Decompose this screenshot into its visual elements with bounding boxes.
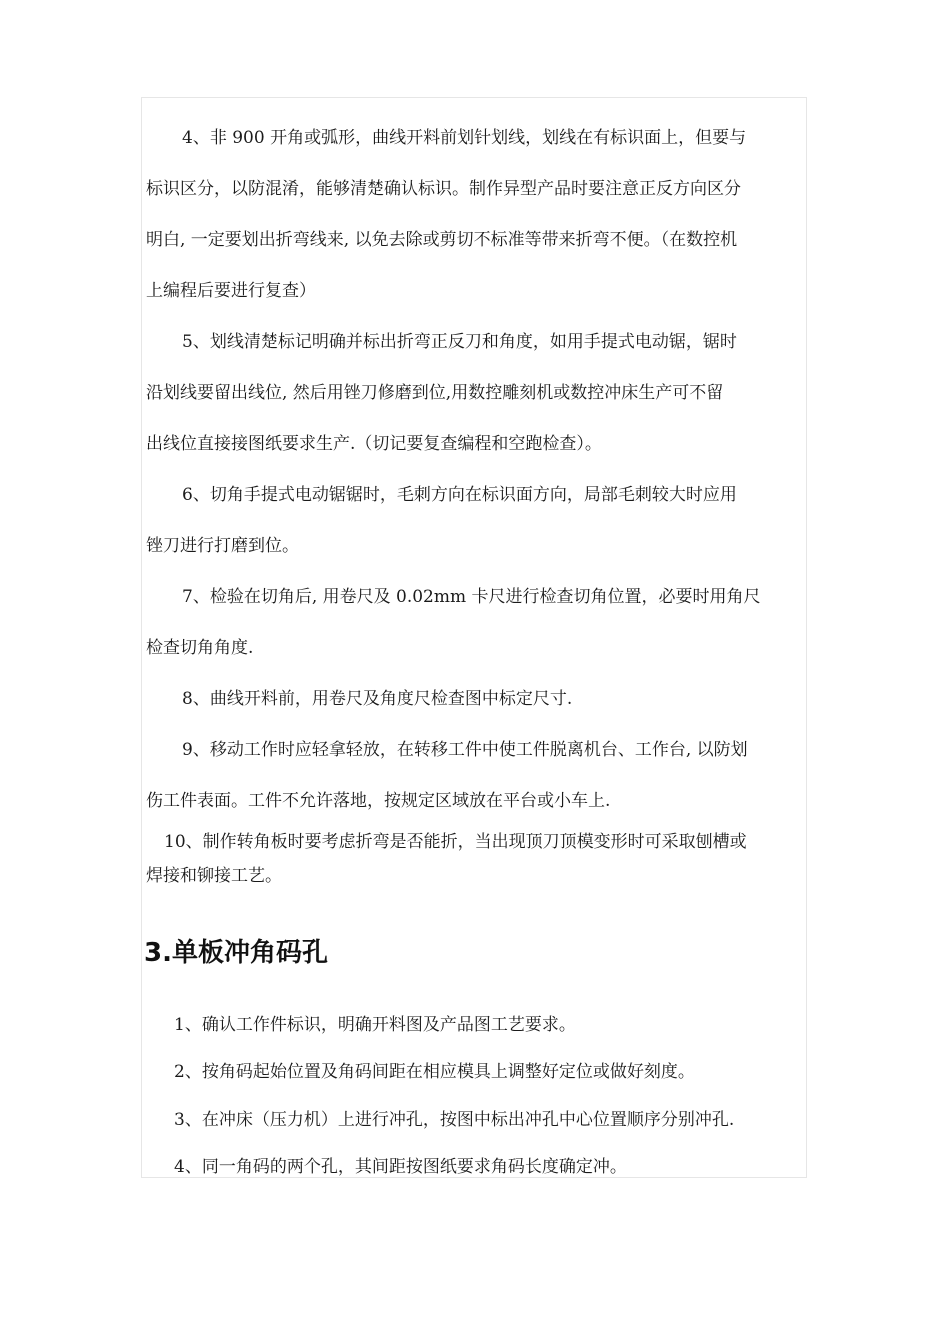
- paragraph-item-5-line-2: 沿划线要留出线位, 然后用锉刀修磨到位,用数控雕刻机或数控冲床生产可不留: [146, 383, 724, 403]
- paragraph-item-6-line-2: 锉刀进行打磨到位。: [146, 536, 299, 556]
- paragraph-item-7-line-2: 检查切角角度.: [146, 638, 254, 658]
- paragraph-item-10-line-1: 10、制作转角板时要考虑折弯是否能折，当出现顶刀顶模变形时可采取刨槽或: [164, 832, 747, 852]
- paragraph-item-5-line-3: 出线位直接接图纸要求生产.（切记要复查编程和空跑检查）。: [146, 434, 602, 454]
- paragraph-item-10-line-2: 焊接和铆接工艺。: [146, 866, 282, 886]
- paragraph-item-9-line-1: 9、移动工作时应轻拿轻放，在转移工件中使工件脱离机台、工作台, 以防划: [182, 740, 748, 760]
- paragraph-item-4-line-3: 明白, 一定要划出折弯线来, 以免去除或剪切不标准等带来折弯不便。（在数控机: [146, 230, 738, 250]
- paragraph-item-7-line-1: 7、检验在切角后, 用卷尺及 0.02mm 卡尺进行检查切角位置，必要时用角尺: [182, 587, 761, 607]
- paragraph-item-4-line-2: 标识区分，以防混淆，能够清楚确认标识。制作异型产品时要注意正反方向区分: [146, 179, 741, 199]
- section-3-item-2: 2、按角码起始位置及角码间距在相应模具上调整好定位或做好刻度。: [174, 1062, 695, 1082]
- section-3-heading: 3.单板冲角码孔: [144, 938, 328, 968]
- section-3-item-1: 1、确认工作件标识，明确开料图及产品图工艺要求。: [174, 1015, 576, 1035]
- section-3-item-4: 4、同一角码的两个孔，其间距按图纸要求角码长度确定冲。: [174, 1157, 627, 1177]
- section-3-item-3: 3、在冲床（压力机）上进行冲孔，按图中标出冲孔中心位置顺序分别冲孔.: [174, 1110, 735, 1130]
- document-frame: [141, 97, 807, 1178]
- paragraph-item-4-line-1: 4、非 900 开角或弧形，曲线开料前划针划线，划线在有标识面上，但要与: [182, 128, 747, 148]
- paragraph-item-9-line-2: 伤工件表面。工件不允许落地，按规定区域放在平台或小车上.: [146, 791, 611, 811]
- paragraph-item-5-line-1: 5、划线清楚标记明确并标出折弯正反刀和角度，如用手提式电动锯，锯时: [182, 332, 737, 352]
- paragraph-item-4-line-4: 上编程后要进行复查）: [146, 281, 316, 301]
- paragraph-item-6-line-1: 6、切角手提式电动锯锯时，毛刺方向在标识面方向，局部毛刺较大时应用: [182, 485, 737, 505]
- paragraph-item-8-line-1: 8、曲线开料前，用卷尺及角度尺检查图中标定尺寸.: [182, 689, 573, 709]
